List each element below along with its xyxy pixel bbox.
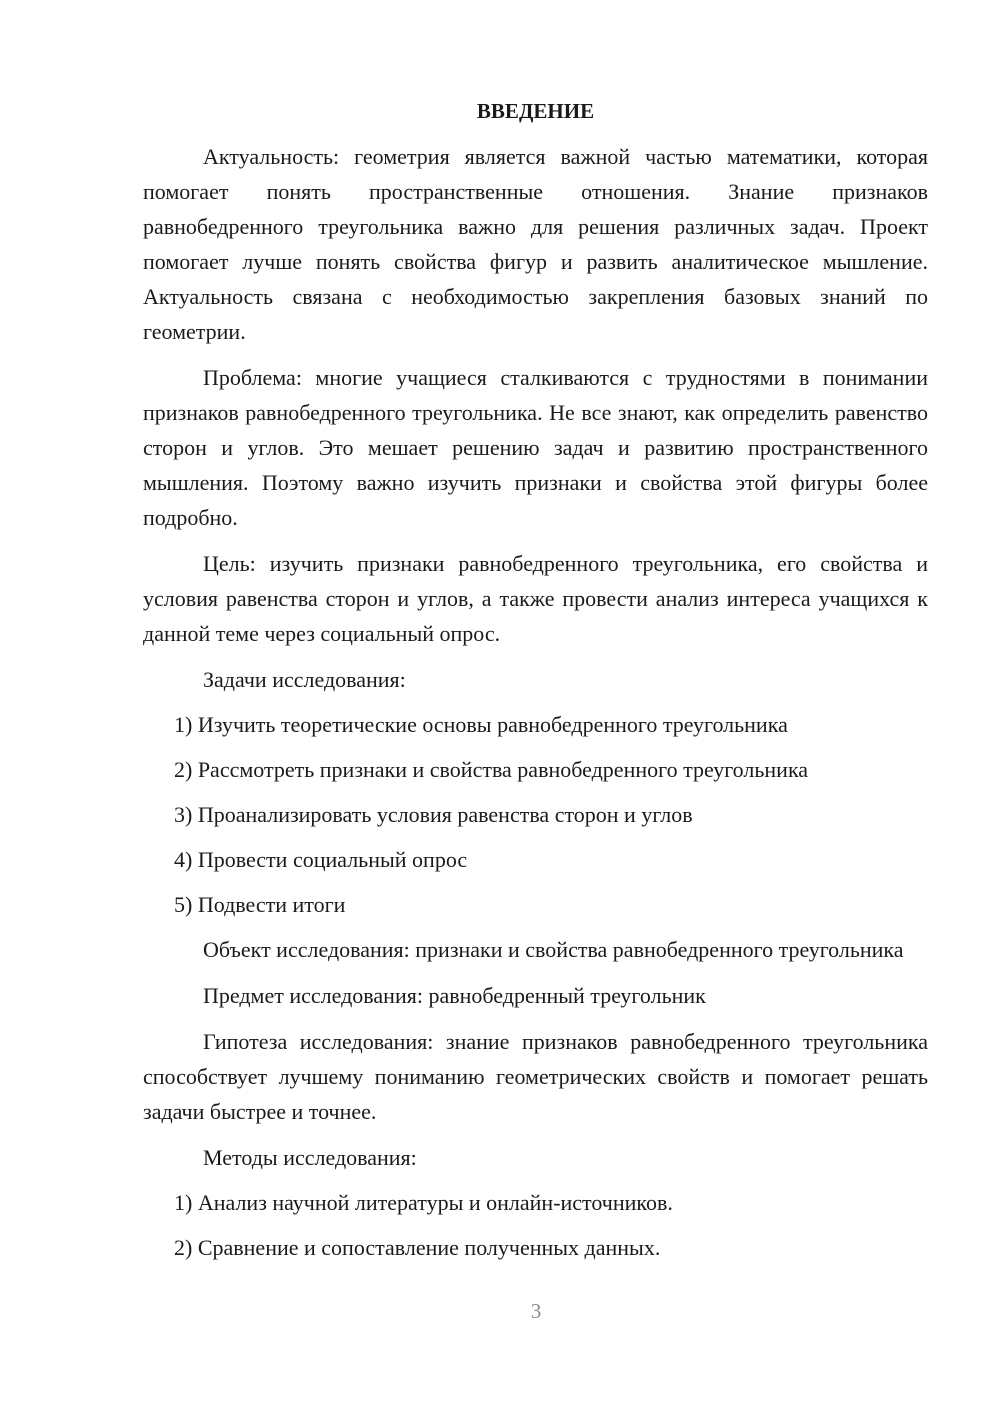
relevance-paragraph: Актуальность: геометрия является важной частью математики, которая помогает понять пространственные отношения. Знание признаков равнобедренного треугольника важно для решения различных задач. Проект помогает лучше понять свойства фигур и развить аналитическое мышление. Актуальность связана с необходимостью закрепления базовых знаний по геометрии.	[143, 144, 928, 344]
object-paragraph: Объект исследования: признаки и свойства равнобедренного треугольника	[203, 937, 904, 962]
method-item-2: 2) Сравнение и сопоставление полученных данных.	[174, 1235, 661, 1260]
task-item-3: 3) Проанализировать условия равенства сторон и углов	[174, 802, 693, 827]
task-item-1: 1) Изучить теоретические основы равнобедренного треугольника	[174, 712, 788, 737]
section-heading: ВВЕДЕНИЕ	[476, 99, 595, 123]
task-item-2: 2) Рассмотреть признаки и свойства равнобедренного треугольника	[174, 757, 809, 782]
tasks-label: Задачи исследования:	[203, 667, 406, 692]
hypothesis-paragraph: Гипотеза исследования: знание признаков равнобедренного треугольника способствует лучшему пониманию геометрических свойств и помогает решать задачи быстрее и точнее.	[143, 1029, 928, 1124]
task-item-5: 5) Подвести итоги	[174, 892, 346, 917]
subject-paragraph: Предмет исследования: равнобедренный треугольник	[203, 983, 706, 1008]
task-item-4: 4) Провести социальный опрос	[174, 847, 468, 872]
method-item-1: 1) Анализ научной литературы и онлайн-источников.	[174, 1190, 673, 1215]
goal-paragraph: Цель: изучить признаки равнобедренного треугольника, его свойства и условия равенства сторон и углов, а также провести анализ интереса учащихся к данной теме через социальный опрос.	[143, 551, 928, 646]
problem-paragraph: Проблема: многие учащиеся сталкиваются с трудностями в понимании признаков равнобедренного треугольника. Не все знают, как определить равенство сторон и углов. Это мешает решению задач и развитию пространственного мышления. Поэтому важно изучить признаки и свойства этой фигуры более подробно.	[143, 365, 928, 530]
page-number: 3	[530, 1299, 542, 1323]
page-content	[143, 93, 928, 1275]
methods-label: Методы исследования:	[203, 1145, 417, 1170]
